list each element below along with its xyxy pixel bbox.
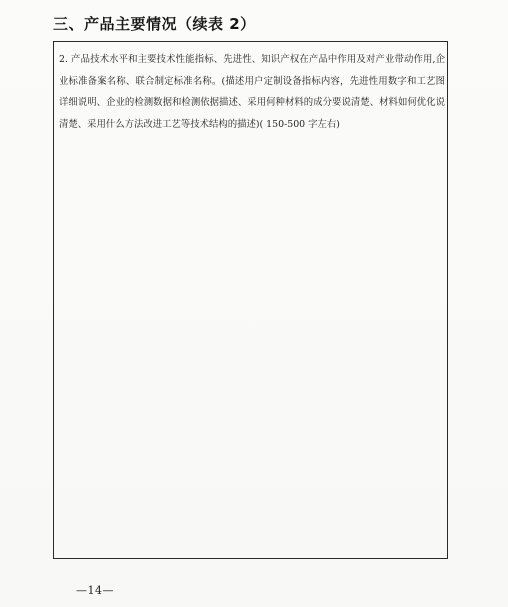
instruction-paragraph: 2. 产品技术水平和主要技术性能指标、先进性、知识产权在产品中作用及对产业带动作用,企业标准备案名称、联合制定标准名称。(描述用户定制设备指标内容，先进性用数字和工艺图详细说明、企业的检测数据和检测依据描述、采用何种材料的成分要说清楚、材料如何优化说清楚、采用什么方法改进工艺等技术结构的描述)( 150-500 字左右) [59, 54, 445, 130]
page-number: —14— [76, 584, 114, 597]
content-box [53, 41, 448, 559]
section-title: 三、产品主要情况（续表 2） [53, 15, 256, 33]
